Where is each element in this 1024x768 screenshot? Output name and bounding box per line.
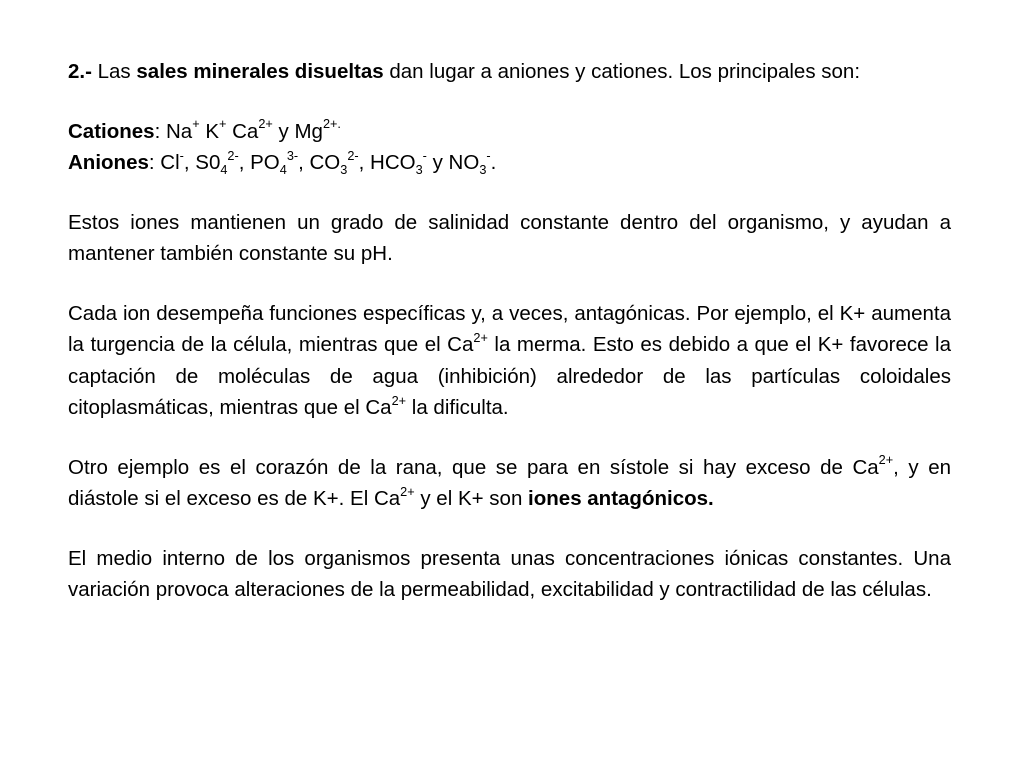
intro-bold-term: sales minerales disueltas [136, 60, 384, 83]
anion-hco3-charge: - [422, 147, 427, 163]
functions-text-3: la dificulta. [406, 396, 509, 419]
frog-text-1: Otro ejemplo es el corazón de la rana, que se para en sístole si hay exceso de Ca [68, 455, 879, 479]
cation-k: K [199, 119, 219, 143]
frog-ca-charge-2: 2+ [400, 483, 415, 499]
anions-colon: : [148, 151, 161, 174]
intro-number: 2.- [68, 60, 92, 83]
anion-co3-sub: 3 [340, 162, 348, 178]
frog-ca-charge-1: 2+ [878, 452, 894, 468]
functions-text-1: Cada ion desempeña funciones específicas y, a veces, antagónicas. Por ejemplo, el K+ aumenta la turgencia de la célula, mientras que el Ca [68, 301, 951, 356]
slide-content [68, 56, 951, 606]
anion-co3-charge: 2- [347, 147, 359, 163]
cation-k-charge: + [219, 116, 227, 132]
anions-end: . [490, 151, 497, 174]
anion-co3: , CO [298, 151, 341, 174]
paragraph-ions-salinity: Estos iones mantienen un grado de salinidad constante dentro del organismo, y ayudan a mantener también constante su pH. [68, 210, 951, 265]
cation-na: Na [165, 119, 193, 143]
spacer [68, 424, 951, 452]
cations-line [68, 116, 951, 148]
functions-ca-charge-2: 2+ [391, 392, 407, 408]
spacer [68, 270, 951, 298]
spacer [68, 515, 951, 543]
cations-colon: : [154, 119, 166, 143]
cation-ca-charge: 2+ [258, 116, 273, 132]
intro-text-post: dan lugar a aniones y cationes. Los principales son: [383, 60, 861, 83]
intro-text-pre: Las [91, 60, 137, 83]
paragraph-internal-medium: El medio interno de los organismos presenta unas concentraciones iónicas constantes. Una variación provoca alteraciones de la permeabilidad, excitabilidad y contractilidad de las células. [68, 546, 951, 601]
frog-bold-term: iones antagónicos. [528, 487, 714, 510]
anion-po4-charge: 3- [286, 147, 299, 163]
anion-so4-sub: 4 [220, 162, 228, 178]
anion-so4-charge: 2- [227, 147, 239, 163]
anion-cl: Cl [160, 151, 180, 174]
cation-na-charge: + [192, 116, 200, 132]
cation-mg: y Mg [272, 119, 323, 143]
anion-hco3-sub: 3 [415, 162, 423, 178]
anion-po4-sub: 4 [279, 162, 287, 178]
cation-mg-charge: 2+. [322, 116, 341, 132]
anion-po4: , PO [238, 151, 280, 174]
paragraph-ion-functions [68, 298, 951, 424]
cation-ca: Ca [226, 119, 259, 143]
anion-no3: y NO [426, 151, 480, 174]
anion-hco3: , HCO [358, 151, 416, 174]
functions-text-2: la merma. Esto es debido a que el K+ favorece la captación de moléculas de agua (inhibición) alrededor de las partículas coloidales citoplasmáticas, mientras que el Ca [68, 333, 952, 419]
anions-line [68, 147, 951, 179]
functions-ca-charge-1: 2+ [473, 329, 488, 345]
paragraph-frog-heart [68, 452, 951, 515]
anions-label: Aniones [68, 151, 149, 174]
anion-no3-charge: - [486, 147, 491, 163]
anion-cl-charge: - [179, 147, 184, 163]
spacer [68, 88, 951, 116]
intro-line [68, 56, 951, 88]
frog-text-2: , y en diástole si el exceso es de K+. El Ca [68, 455, 951, 510]
anion-no3-sub: 3 [479, 162, 487, 178]
cations-label: Cationes [68, 119, 155, 143]
spacer [68, 179, 951, 207]
frog-text-3: y el K+ son [414, 487, 529, 510]
anion-so4: , S0 [183, 151, 221, 174]
